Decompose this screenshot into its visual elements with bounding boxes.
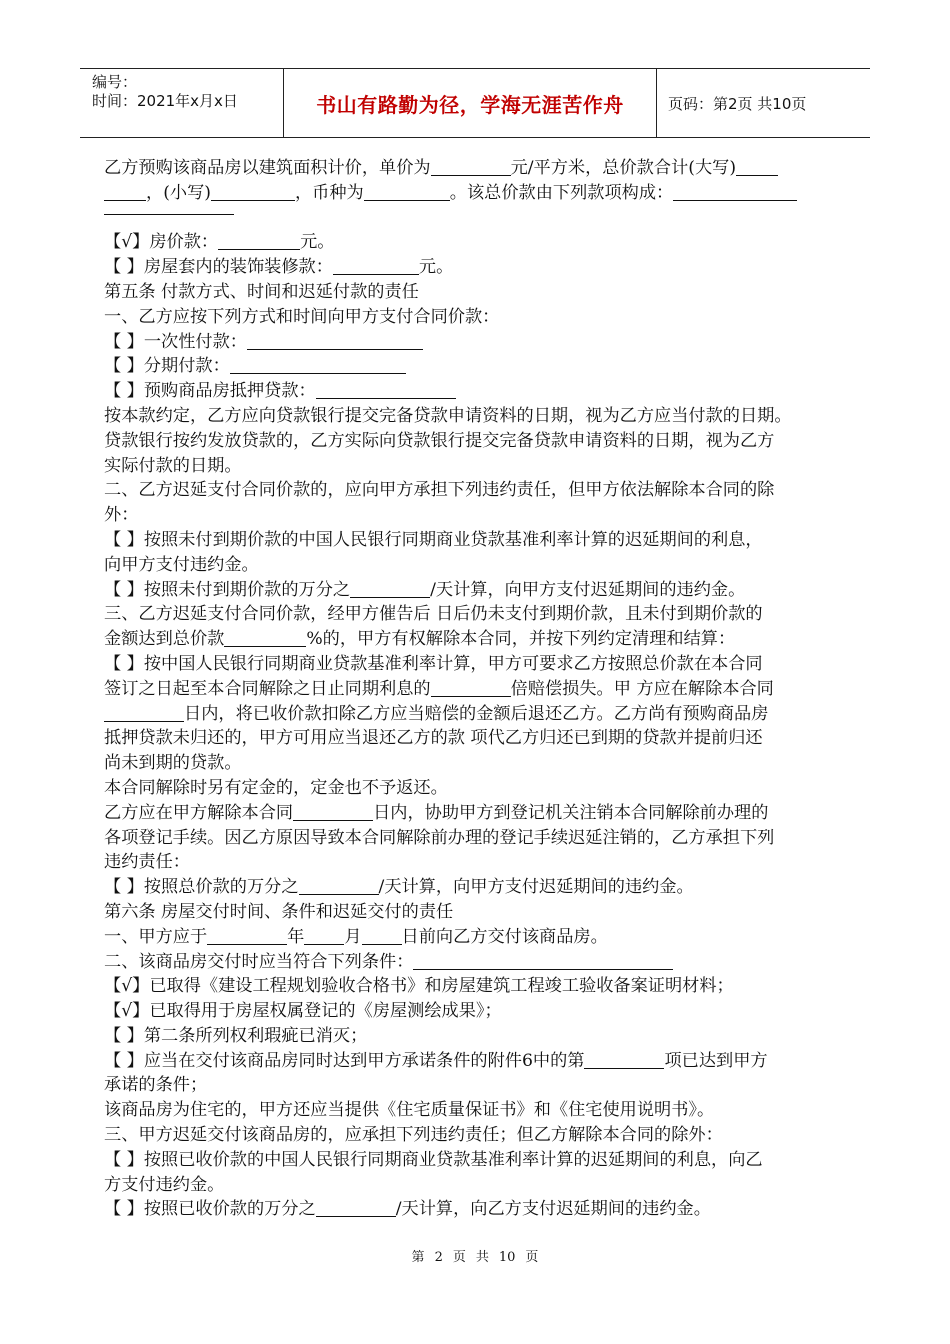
document-body bbox=[104, 156, 854, 1222]
header-motto: 书山有路勤为径，学海无涯苦作舟 bbox=[316, 92, 624, 117]
blank-field bbox=[299, 876, 379, 895]
paragraph-line: 【√】房价款： 元。 bbox=[104, 232, 335, 253]
paragraph-line: 【 】应当在交付该商品房同时达到甲方承诺条件的附件6中的第 项已达到甲方 bbox=[104, 1050, 768, 1071]
paragraph-line: 方支付违约金。 bbox=[104, 1174, 225, 1195]
paragraph-line: 【 】按照总价款的万分之 /天计算，向甲方支付迟延期间的违约金。 bbox=[104, 877, 694, 898]
blank-field bbox=[316, 380, 456, 399]
blank-field bbox=[364, 182, 450, 201]
blank-field bbox=[316, 1198, 396, 1217]
paragraph-line: 承诺的条件； bbox=[104, 1075, 208, 1096]
blank-field bbox=[218, 231, 300, 250]
paragraph-line: 【 】按照未付到期价款的万分之 /天计算，向甲方支付迟延期间的违约金。 bbox=[104, 579, 746, 600]
paragraph-line: 按本款约定，乙方应向贷款银行提交完备贷款申请资料的日期，视为乙方应当付款的日期。 bbox=[104, 405, 792, 426]
blank-field bbox=[431, 157, 511, 176]
paragraph-line: 实际付款的日期。 bbox=[104, 455, 242, 476]
paragraph-line: 向甲方支付违约金。 bbox=[104, 554, 259, 575]
paragraph-line: 【 】房屋套内的装饰装修款： 元。 bbox=[104, 257, 454, 278]
footer-total-number: 10 bbox=[498, 1250, 516, 1265]
blank-field bbox=[293, 802, 373, 821]
paragraph-line: 金额达到总价款 %的，甲方有权解除本合同，并按下列约定清理和结算： bbox=[104, 629, 736, 650]
paragraph-line: 乙方应在甲方解除本合同 日内，协助甲方到登记机关注销本合同解除前办理的 bbox=[104, 802, 769, 823]
blank-field bbox=[431, 678, 511, 697]
blank-field bbox=[104, 208, 234, 215]
paragraph-line: 一、甲方应于 年 月 日前向乙方交付该商品房。 bbox=[104, 926, 608, 947]
blank-field bbox=[230, 355, 406, 374]
blank-field bbox=[673, 182, 797, 201]
footer-total-word: 共 bbox=[475, 1250, 489, 1265]
paragraph-line: 【√】已取得用于房屋权属登记的《房屋测绘成果》； bbox=[104, 1001, 502, 1022]
paragraph-line: 三、乙方迟延支付合同价款，经甲方催告后 日后仍未支付到期价款，且未付到期价款的 bbox=[104, 604, 763, 625]
paragraph-line: 该商品房为住宅的，甲方还应当提供《住宅质量保证书》和《住宅使用说明书》。 bbox=[104, 1100, 715, 1121]
paragraph-line: 贷款银行按约发放贷款的，乙方实际向贷款银行提交完备贷款申请资料的日期，视为乙方 bbox=[104, 430, 775, 451]
paragraph-line: 尚未到期的贷款。 bbox=[104, 753, 242, 774]
paragraph-line: 【 】按中国人民银行同期商业贷款基准利率计算，甲方可要求乙方按照总价款在本合同 bbox=[104, 653, 763, 674]
paragraph-line: 【√】已取得《建设工程规划验收合格书》和房屋建筑工程竣工验收备案证明材料； bbox=[104, 976, 734, 997]
blank-field bbox=[247, 331, 423, 350]
doc-time-label: 时间：2021年x月x日 bbox=[92, 92, 238, 110]
paragraph-line: 二、乙方迟延支付合同价款的，应向甲方承担下列违约责任，但甲方依法解除本合同的除 bbox=[104, 480, 775, 501]
footer-page-number: 2 bbox=[434, 1250, 443, 1265]
footer-page-unit: 页 bbox=[452, 1250, 466, 1265]
paragraph-line: 【 】分期付款： bbox=[104, 354, 854, 379]
paragraph-line: ，(小写) ，币种为 。该总价款由下列款项构成： bbox=[104, 181, 854, 206]
paragraph-line: 各项登记手续。因乙方原因导致本合同解除前办理的登记手续迟延注销的，乙方承担下列 bbox=[104, 827, 775, 848]
paragraph-line: 【 】一次性付款： bbox=[104, 330, 854, 355]
footer-total-unit: 页 bbox=[525, 1250, 539, 1265]
paragraph-line: 【 】预购商品房抵押贷款： bbox=[104, 379, 854, 404]
paragraph-line: 签订之日起至本合同解除之日止同期利息的 倍赔偿损失。甲 方应在解除本合同 bbox=[104, 678, 774, 699]
blank-field bbox=[584, 1050, 664, 1069]
paragraph-line: 乙方预购该商品房以建筑面积计价，单价为 元/平方米，总价款合计(大写) bbox=[104, 156, 854, 181]
page-footer bbox=[0, 1246, 950, 1265]
header-divider bbox=[656, 69, 657, 137]
paragraph-line bbox=[104, 206, 854, 231]
paragraph-line: 外： bbox=[104, 505, 139, 526]
blank-field bbox=[350, 579, 430, 598]
blank-field bbox=[211, 182, 295, 201]
header-meta bbox=[92, 73, 238, 111]
section-heading: 第五条 付款方式、时间和迟延付款的责任 bbox=[104, 281, 419, 302]
paragraph-line: 【 】按照已收价款的万分之 /天计算，向乙方支付迟延期间的违约金。 bbox=[104, 1199, 711, 1220]
blank-field bbox=[207, 926, 287, 945]
paragraph-line: 一、乙方应按下列方式和时间向甲方支付合同价款： bbox=[104, 306, 500, 327]
blank-field bbox=[104, 182, 146, 201]
section-heading: 第六条 房屋交付时间、条件和迟延交付的责任 bbox=[104, 901, 454, 922]
paragraph-line: 三、甲方迟延交付该商品房的，应承担下列违约责任；但乙方解除本合同的除外： bbox=[104, 1125, 723, 1146]
footer-page-word: 第 bbox=[411, 1250, 425, 1265]
paragraph-line: 日内，将已收价款扣除乙方应当赔偿的金额后退还乙方。乙方尚有预购商品房 bbox=[104, 702, 854, 727]
paragraph-line: 二、该商品房交付时应当符合下列条件： bbox=[104, 950, 854, 975]
header-table bbox=[80, 68, 870, 138]
paragraph-line: 违约责任： bbox=[104, 852, 190, 873]
paragraph-line: 【 】按照已收价款的中国人民银行同期商业贷款基准利率计算的迟延期间的利息，向乙 bbox=[104, 1149, 763, 1170]
blank-field bbox=[362, 926, 402, 945]
blank-field bbox=[413, 951, 673, 970]
blank-field bbox=[736, 157, 778, 176]
paragraph-line: 【 】第二条所列权利瑕疵已消灭； bbox=[104, 1025, 368, 1046]
blank-field bbox=[333, 256, 419, 275]
blank-field bbox=[104, 703, 184, 722]
paragraph-line: 抵押贷款未归还的，甲方可用应当退还乙方的款 项代乙方归还已到期的贷款并提前归还 bbox=[104, 728, 763, 749]
paragraph-line: 本合同解除时另有定金的，定金也不予返还。 bbox=[104, 777, 448, 798]
header-page-label: 页码：第2页 共10页 bbox=[668, 94, 807, 113]
paragraph-line: 【 】按照未付到期价款的中国人民银行同期商业贷款基准利率计算的迟延期间的利息， bbox=[104, 529, 763, 550]
blank-field bbox=[304, 926, 344, 945]
doc-number-label: 编号： bbox=[92, 73, 138, 91]
blank-field bbox=[224, 628, 306, 647]
